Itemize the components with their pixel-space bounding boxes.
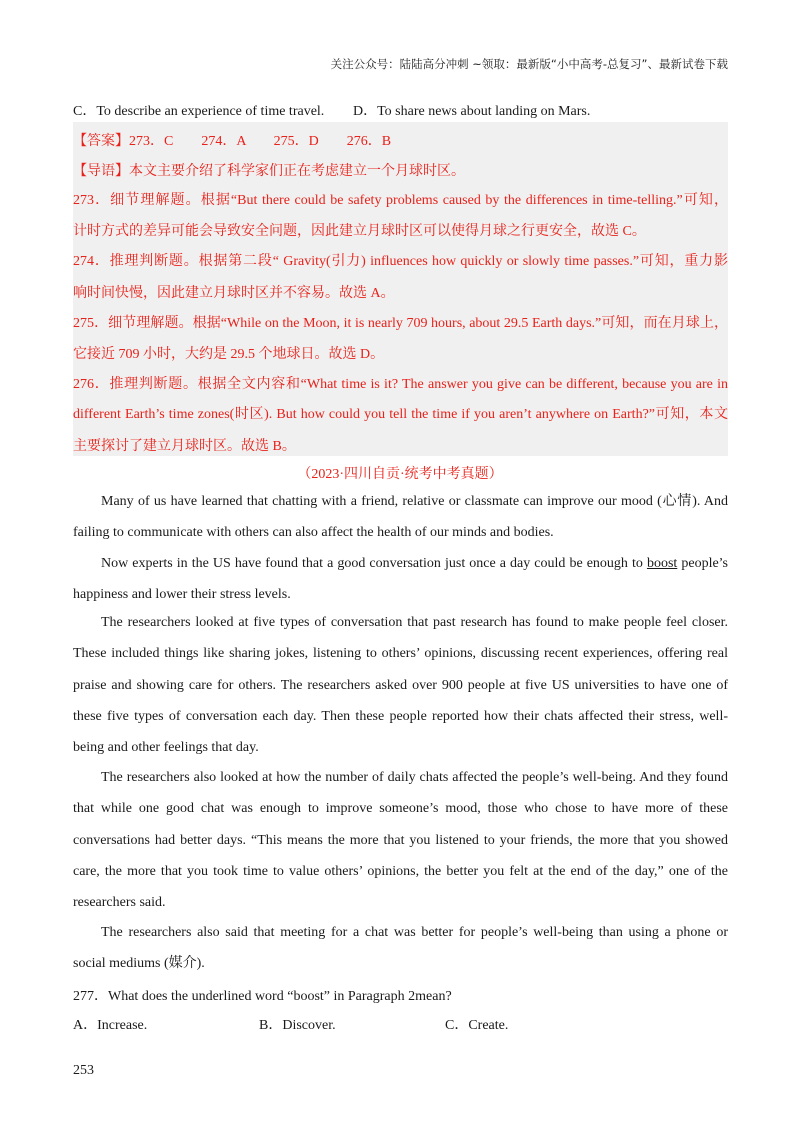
option-a: A．Increase.	[73, 1018, 148, 1033]
explanation-275-line1: 275．细节理解题。根据“While on the Moon, it is nearly 709 hours, about 29.5 Earth days.”可知，而在月球上，	[73, 316, 728, 331]
prev-option-c: C．To describe an experience of time travel.	[73, 104, 325, 119]
passage-line: happiness and lower their stress levels.	[73, 587, 291, 603]
passage-paragraph-1	[73, 486, 728, 549]
explanation-273-line1: 273．细节理解题。根据“But there could be safety problems caused by the differences in time-telling.”可知，	[73, 193, 728, 208]
explanation-274-line2: 响时间快慢，因此建立月球时区并不容易。故选 A。	[73, 286, 395, 301]
passage-text: Now experts in the US have found that a good conversation just once a day could be enough to	[101, 556, 647, 571]
explanation-276-line3: 主要探讨了建立月球时区。故选 B。	[73, 439, 296, 454]
passage-line: Many of us have learned that chatting with a friend, relative or classmate can improve our mood (心情). And	[101, 494, 728, 509]
explanation-273-line2: 计时方式的差异可能会导致安全问题，因此建立月球时区可以使得月球之行更安全，故选 C。	[73, 224, 646, 239]
explanation-276-line2: different Earth’s time zones(时区). But how could you tell the time if you aren’t anywhere on Earth?”可知，本文	[73, 407, 728, 422]
passage-line: these five types of conversation each day. Then these people reported how their chats affected their stress, well-	[73, 708, 728, 724]
passage-paragraph-5	[73, 917, 728, 980]
page-number: 253	[73, 1063, 94, 1078]
passage-line: researchers said.	[73, 895, 166, 911]
question-277-stem: 277．What does the underlined word “boost” in Paragraph 2mean?	[73, 989, 452, 1004]
guide-label: 【导语】	[73, 164, 129, 179]
option-b: B．Discover.	[259, 1018, 336, 1033]
explanation-275-line2: 它接近 709 小时，大约是 29.5 个地球日。故选 D。	[73, 347, 385, 362]
answer-values: 273．C 274．A 275．D 276．B	[129, 134, 392, 149]
passage-paragraph-3	[73, 607, 728, 763]
passage-text: people’s	[677, 556, 729, 571]
passage-line: praise and showing care for others. The researchers asked over 900 people at five US universities to have one of	[73, 677, 728, 693]
explanation-276-line1: 276．推理判断题。根据全文内容和“What time is it? The answer you give can be different, because you are in	[73, 377, 728, 392]
prev-option-d: D．To share news about landing on Mars.	[353, 104, 591, 119]
passage-line: The researchers also said that meeting for a chat was better for people’s well-being than using a phone or	[101, 925, 728, 940]
passage-line: conversations had better days. “This means the more that you listened to your friends, the more that you showed	[73, 832, 728, 848]
passage-line: care, the more that you took time to value others’ opinions, the better you felt at the end of the day,” one of the	[73, 863, 728, 879]
answer-label: 【答案】	[73, 134, 129, 149]
option-c: C．Create.	[445, 1018, 509, 1033]
passage-paragraph-4	[73, 762, 728, 918]
passage-line: social mediums (媒介).	[73, 956, 205, 972]
passage-line: that while one good chat was enough to improve someone’s mood, those who chose to have more of these	[73, 801, 728, 817]
passage-line: The researchers looked at five types of conversation that past research has found to make people feel closer.	[101, 615, 728, 630]
passage-paragraph-2	[73, 548, 728, 611]
passage-line: These included things like sharing jokes, listening to others’ opinions, discussing recent experiences, offering real	[73, 646, 728, 662]
passage-line: The researchers also looked at how the number of daily chats affected the people’s well-being. And they found	[101, 770, 728, 785]
page-header: 关注公众号：陆陆高分冲刺 ~领取：最新版“小中高考-总复习”、最新试卷下载	[330, 57, 728, 71]
guide-text	[73, 160, 465, 180]
passage-line: being and other feelings that day.	[73, 740, 259, 756]
explanation-274-line1: 274．推理判断题。根据第二段“ Gravity(引力) influences how quickly or slowly time passes.”可知，重力影	[73, 254, 728, 269]
question-source: （2023·四川自贡·统考中考真题）	[297, 467, 503, 482]
passage-line: failing to communicate with others can also affect the health of our minds and bodies.	[73, 525, 554, 541]
guide-content: 本文主要介绍了科学家们正在考虑建立一个月球时区。	[129, 164, 465, 179]
passage-line	[73, 548, 728, 579]
underlined-word-boost: boost	[646, 556, 678, 571]
answer-key	[73, 130, 391, 150]
